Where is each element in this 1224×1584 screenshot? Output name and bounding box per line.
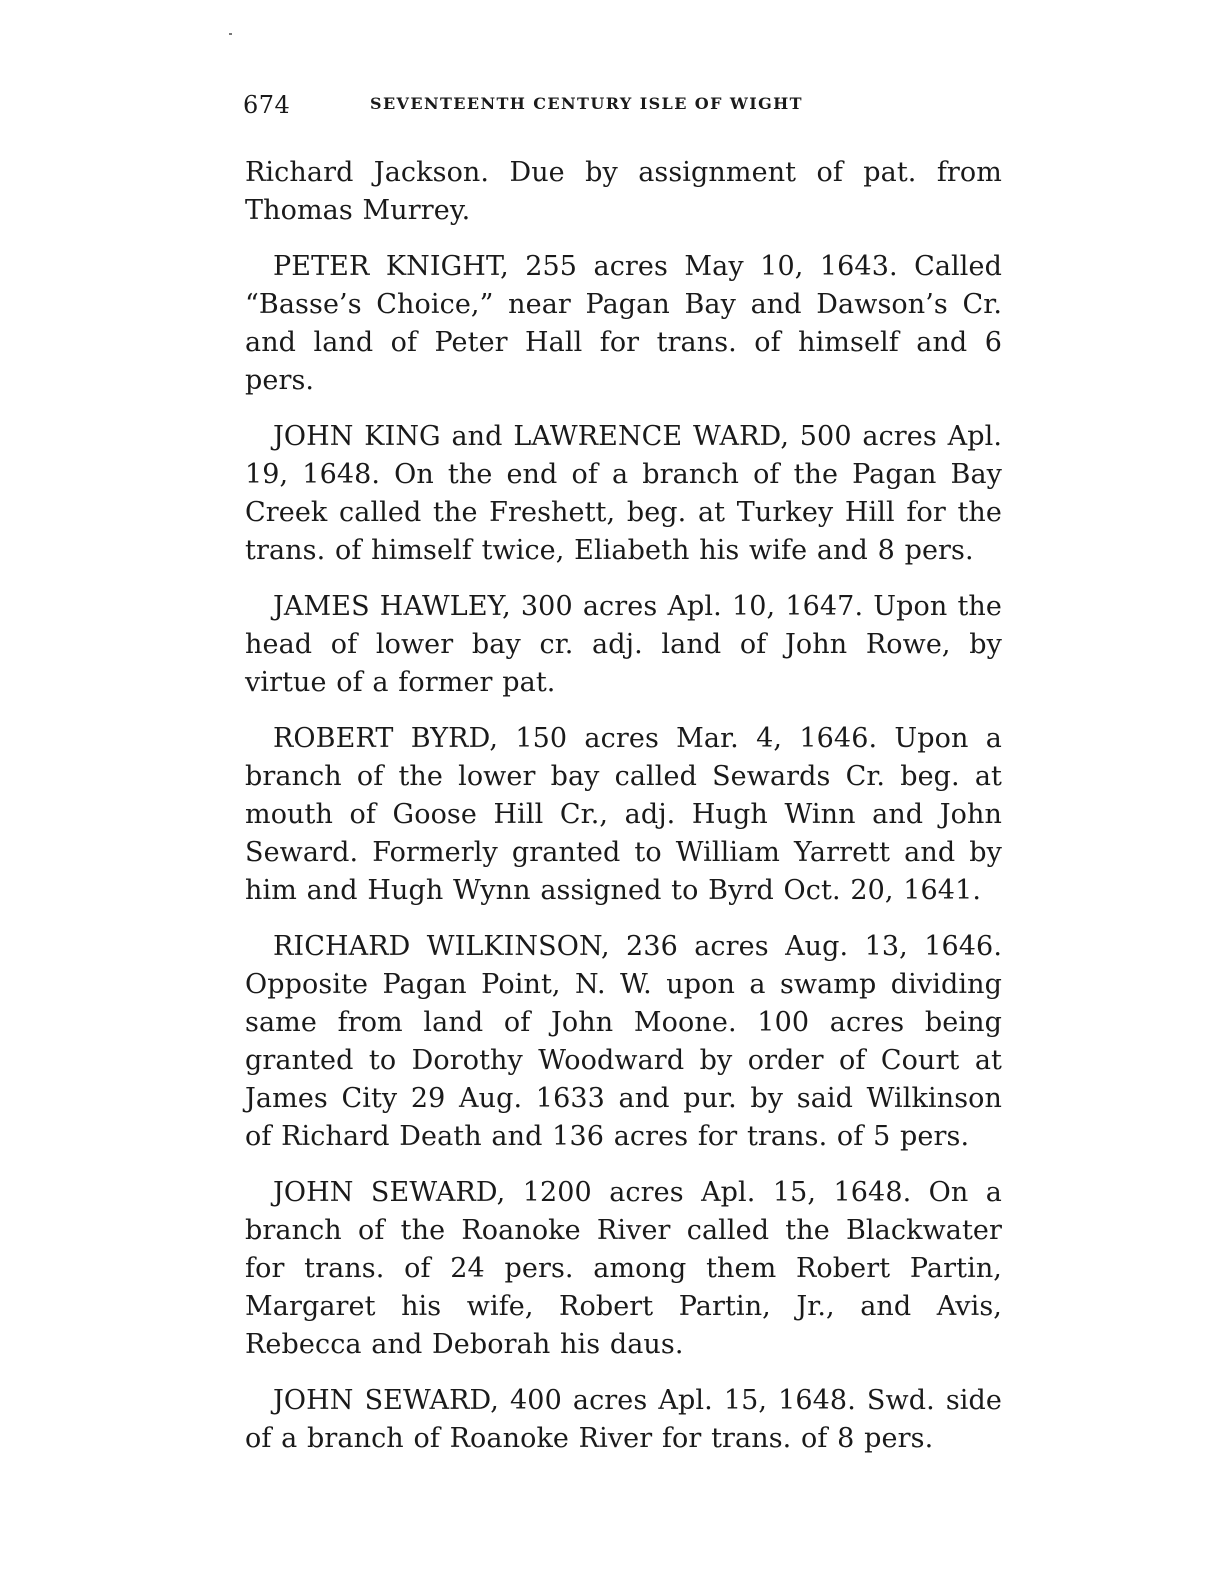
text-body xyxy=(245,154,1002,1476)
entry-peter-knight: PETER KNIGHT, 255 acres May 10, 1643. Called “Basse’s Choice,” near Pagan Bay and Dawson’s Cr. and land of Peter Hall for trans. of himself and 6 pers. xyxy=(245,251,1002,396)
print-speck xyxy=(229,33,232,35)
entry-richard-wilkinson: RICHARD WILKINSON, 236 acres Aug. 13, 1646. Opposite Pagan Point, N. W. upon a swamp dividing same from land of John Moone. 100 acres being granted to Dorothy Woodward by order of Court at James City 29 Aug. 1633 and pur. by said Wilkinson of Richard Death and 136 acres for trans. of 5 pers. xyxy=(245,931,1002,1152)
entry-james-hawley: JAMES HAWLEY, 300 acres Apl. 10, 1647. Upon the head of lower bay cr. adj. land of John Rowe, by virtue of a former pat. xyxy=(245,591,1002,698)
continued-entry: Richard Jackson. Due by assignment of pat. from Thomas Murrey. xyxy=(245,157,1002,226)
entry-john-king-lawrence-ward: JOHN KING and LAWRENCE WARD, 500 acres Apl. 19, 1648. On the end of a branch of the Pagan Bay Creek called the Freshett, beg. at Turkey Hill for the trans. of himself twice, Eliabeth his wife and 8 pers. xyxy=(245,421,1002,566)
entry-john-seward-1200: JOHN SEWARD, 1200 acres Apl. 15, 1648. On a branch of the Roanoke River called the Blackwater for trans. of 24 pers. among them Robert Partin, Margaret his wife, Robert Partin, Jr., and Avis, Rebecca and Deborah his daus. xyxy=(245,1177,1002,1360)
running-title: SEVENTEENTH CENTURY ISLE OF WIGHT xyxy=(370,94,803,113)
running-head xyxy=(243,89,1003,119)
page-number: 674 xyxy=(243,91,291,119)
entry-john-seward-400: JOHN SEWARD, 400 acres Apl. 15, 1648. Swd. side of a branch of Roanoke River for trans. of 8 pers. xyxy=(245,1385,1002,1454)
entry-robert-byrd: ROBERT BYRD, 150 acres Mar. 4, 1646. Upon a branch of the lower bay called Sewards Cr. beg. at mouth of Goose Hill Cr., adj. Hugh Winn and John Seward. Formerly granted to William Yarrett and by him and Hugh Wynn assigned to Byrd Oct. 20, 1641. xyxy=(245,723,1002,906)
